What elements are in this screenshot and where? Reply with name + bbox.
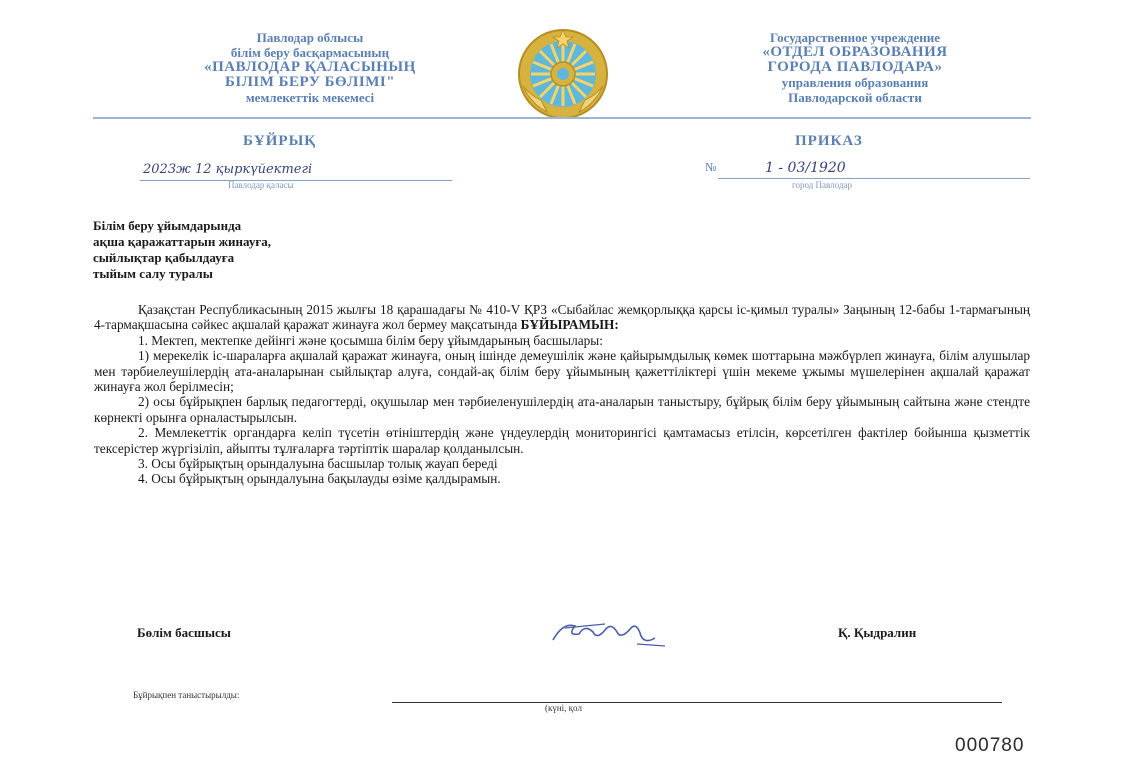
kazakhstan-emblem-icon	[517, 28, 609, 120]
clause-2: 2. Мемлекеттік органдарға келіп түсетін өтініштердің және үндеулердің мониторингісі қамтамасыз етілсін, көрсетілген фактілер бойынша қызметтік тексерістер жүргізіліп, айыпты тұлғаларға тәртіптік шаралар қолданылсын.	[94, 425, 1030, 456]
handwritten-date: 2023ж 12 қыркүйектегі	[143, 162, 313, 177]
order-body	[94, 302, 1030, 487]
subject-line: Білім беру ұйымдарында	[93, 218, 242, 233]
letterhead-kz-line3: «ПАВЛОДАР ҚАЛАСЫНЫҢ	[204, 59, 416, 75]
clause-1-2: 2) осы бұйрықпен барлық педагогтерді, оқушылар мен тәрбиеленушілердің ата-аналарын таныстыру, бұйрық білім беру ұйымының сайтына және стендте көрнекті орынға орналастырылсын.	[94, 394, 1030, 425]
handwritten-order-number: 1 - 03/1920	[765, 160, 846, 176]
document-title-ru: ПРИКАЗ	[795, 133, 863, 149]
number-underline	[718, 178, 1030, 179]
letterhead-divider	[93, 117, 1031, 119]
signatory-title: Бөлім басшысы	[137, 625, 231, 640]
preamble-paragraph	[94, 302, 1030, 333]
letterhead-ru-line5: Павлодарской области	[788, 90, 922, 105]
preamble-text: Қазақстан Республикасының 2015 жылғы 18 қарашадағы № 410-V ҚРЗ «Сыбайлас жемқорлыққа қарсы іс-қимыл туралы» Заңының 12-бабы 1-тармағының 4-тармақшасына сәйкес ақшалай қаражат жинауға жол бермеу мақсатында	[94, 302, 1030, 333]
subject-line: ақша қаражаттарын жинауға,	[93, 234, 271, 249]
clause-1-1: 1) мерекелік іс-шараларға ақшалай қаражат жинауға, оның ішінде демеушілік және қайырымдылық көмек шоттарына мәжбүрлеп жинауға, білім алушылар мен тәрбиелеушілердің ата-аналарынан сыйлықтар алуға, сондай-ақ білім беру ұйымының қажеттіліктері үшін мекеме ұжымы мүшелерінен ақшалай қаражат жинауға жол берілмесін;	[94, 348, 1030, 395]
clause-1: 1. Мектеп, мектепке дейінгі және қосымша білім беру ұйымдарының басшылары:	[138, 332, 603, 348]
acknowledgement-line	[392, 702, 1002, 703]
subject-line: тыйым салу туралы	[93, 266, 213, 281]
letterhead-ru-line2: «ОТДЕЛ ОБРАЗОВАНИЯ	[762, 44, 948, 60]
signatory-name: Қ. Қыдралин	[838, 625, 917, 640]
clause-4: 4. Осы бұйрықтың орындалуына бақылауды өзіме қалдырамын.	[138, 471, 501, 487]
handwritten-signature	[545, 610, 675, 655]
date-underline	[140, 180, 452, 181]
acknowledgement-note: (күні, қол	[545, 703, 582, 713]
city-caption-kz: Павлодар қаласы	[228, 180, 294, 190]
letterhead-ru-line3: ГОРОДА ПАВЛОДАРА»	[767, 59, 943, 75]
letterhead-kz-line1: Павлодар облысы	[256, 30, 364, 45]
letterhead-ru-line1: Государственное учреждение	[769, 30, 940, 45]
subject-line: сыйлықтар қабылдауға	[93, 250, 235, 265]
document-title-kz: БҰЙРЫҚ	[243, 133, 317, 149]
letterhead-kz-line2: білім беру басқармасының	[230, 45, 390, 60]
order-word: БҰЙЫРАМЫН:	[520, 317, 619, 333]
letterhead-ru-line4: управления образования	[781, 75, 929, 90]
city-caption-ru: город Павлодар	[792, 180, 852, 190]
letterhead-kz-line5: мемлекеттік мекемесі	[245, 90, 375, 105]
acknowledgement-label: Бұйрықпен таныстырылды:	[133, 690, 240, 700]
number-label: №	[705, 160, 717, 174]
letterhead-ru	[680, 30, 1030, 105]
order-subject	[93, 218, 271, 282]
serial-number: 000780	[955, 735, 1025, 756]
letterhead-kz	[130, 30, 490, 105]
letterhead-kz-line4: БІЛІМ БЕРУ БӨЛІМІ"	[224, 74, 396, 90]
clause-3: 3. Осы бұйрықтың орындалуына басшылар толық жауап береді	[138, 456, 498, 472]
